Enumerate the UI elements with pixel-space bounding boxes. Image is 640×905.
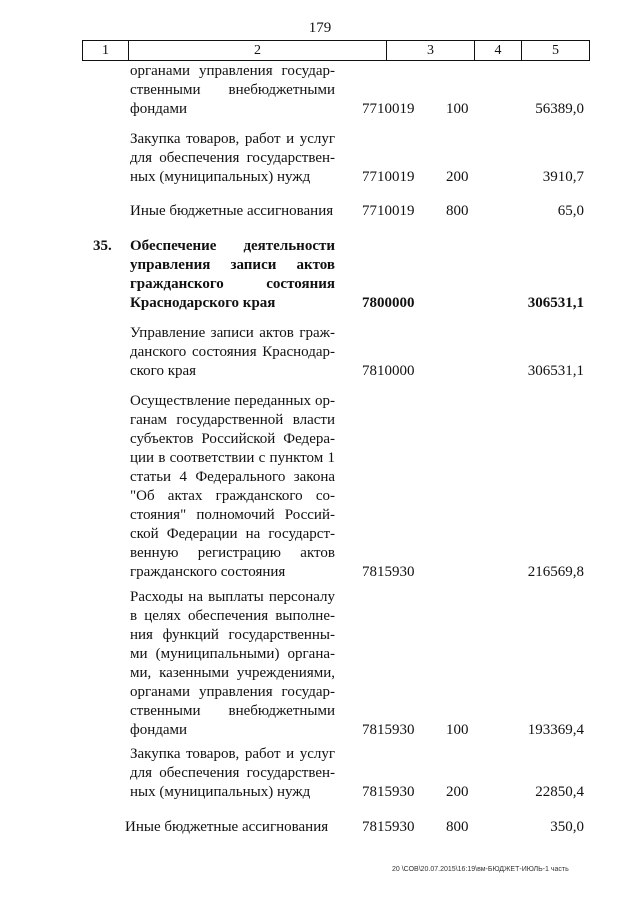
expense-type: 200	[446, 784, 469, 800]
section-title	[130, 237, 335, 313]
expense-type: 800	[446, 819, 469, 835]
amount: 56389,0	[535, 101, 584, 117]
description-line: фондами	[130, 101, 188, 117]
description-line: для обеспечения государствен-	[130, 150, 335, 166]
description-line: ми (муниципальными) органа-	[130, 646, 335, 662]
description-line: данского состояния Краснодар-	[130, 344, 335, 360]
section-number: 35.	[93, 238, 112, 254]
description-line: ных (муниципальных) нужд	[130, 169, 311, 185]
target-code: 7710019	[362, 101, 415, 117]
description-line: венную регистрацию актов	[130, 545, 335, 561]
header-col-4: 4	[475, 41, 522, 60]
description-line: в целях обеспечения выполне-	[130, 608, 335, 624]
description-line: Управление записи актов граж-	[130, 325, 335, 341]
amount: 350,0	[550, 819, 584, 835]
target-code: 7810000	[362, 363, 415, 379]
description-line: гражданского состояния	[130, 564, 286, 580]
amount: 193369,4	[527, 722, 584, 738]
description-line: субъектов Российской Федера-	[130, 431, 335, 447]
description-line: Краснодарского края	[130, 295, 276, 311]
description-line: ции в соответствии с пунктом 1	[130, 450, 335, 466]
description-line: Иные бюджетные ассигнования	[130, 203, 334, 219]
row-description	[130, 202, 335, 221]
header-col-1: 1	[83, 41, 129, 60]
description-line: Закупка товаров, работ и услуг	[130, 131, 335, 147]
amount: 216569,8	[527, 564, 584, 580]
target-code: 7710019	[362, 169, 415, 185]
description-line: органами управления государ-	[130, 684, 335, 700]
description-line: "Об актах гражданского со-	[130, 488, 335, 504]
row-description	[130, 324, 335, 381]
description-line: управления записи актов	[130, 257, 335, 273]
description-line: ми, казенными учреждениями,	[130, 665, 335, 681]
description-line: стояния" полномочий Россий-	[130, 507, 335, 523]
description-line: Расходы на выплаты персоналу	[130, 589, 335, 605]
description-line: Закупка товаров, работ и услуг	[130, 746, 335, 762]
target-code: 7800000	[362, 295, 415, 311]
description-line: ных (муниципальных) нужд	[130, 784, 311, 800]
expense-type: 100	[446, 101, 469, 117]
target-code: 7815930	[362, 819, 415, 835]
table-header	[82, 40, 590, 61]
amount: 306531,1	[527, 295, 584, 311]
description-line: ганам государственной власти	[130, 412, 335, 428]
target-code: 7815930	[362, 722, 415, 738]
row-description	[125, 818, 340, 837]
description-line: фондами	[130, 722, 188, 738]
description-line: гражданского состояния	[130, 276, 335, 292]
amount: 65,0	[557, 203, 584, 219]
row-description	[130, 130, 335, 187]
description-line: ния функций государственны-	[130, 627, 335, 643]
amount: 22850,4	[535, 784, 584, 800]
row-description	[130, 62, 335, 119]
description-line: ской Федерации на государст-	[130, 526, 335, 542]
description-line: для обеспечения государствен-	[130, 765, 335, 781]
description-line: статьи 4 Федерального закона	[130, 469, 335, 485]
page-number: 179	[308, 20, 332, 36]
target-code: 7815930	[362, 784, 415, 800]
amount: 3910,7	[542, 169, 584, 185]
description-line: ственными внебюджетными	[130, 82, 335, 98]
target-code: 7710019	[362, 203, 415, 219]
description-line: ственными внебюджетными	[130, 703, 335, 719]
description-line: Осуществление переданных ор-	[130, 393, 335, 409]
header-col-2: 2	[129, 41, 387, 60]
row-description	[130, 392, 335, 582]
document-footer: 20 \СОВ\20.07.2015\16:19\вм-БЮДЖЕТ-ИЮЛЬ-1 часть	[392, 866, 569, 873]
header-col-3: 3	[387, 41, 475, 60]
expense-type: 800	[446, 203, 469, 219]
amount: 306531,1	[527, 363, 584, 379]
row-description	[130, 588, 335, 740]
expense-type: 100	[446, 722, 469, 738]
description-line: Обеспечение деятельности	[130, 238, 335, 254]
row-description	[130, 745, 335, 802]
description-line: Иные бюджетные ассигнования	[125, 819, 329, 835]
header-col-5: 5	[552, 43, 559, 58]
target-code: 7815930	[362, 564, 415, 580]
description-line: органами управления государ-	[130, 63, 335, 79]
description-line: ского края	[130, 363, 197, 379]
expense-type: 200	[446, 169, 469, 185]
